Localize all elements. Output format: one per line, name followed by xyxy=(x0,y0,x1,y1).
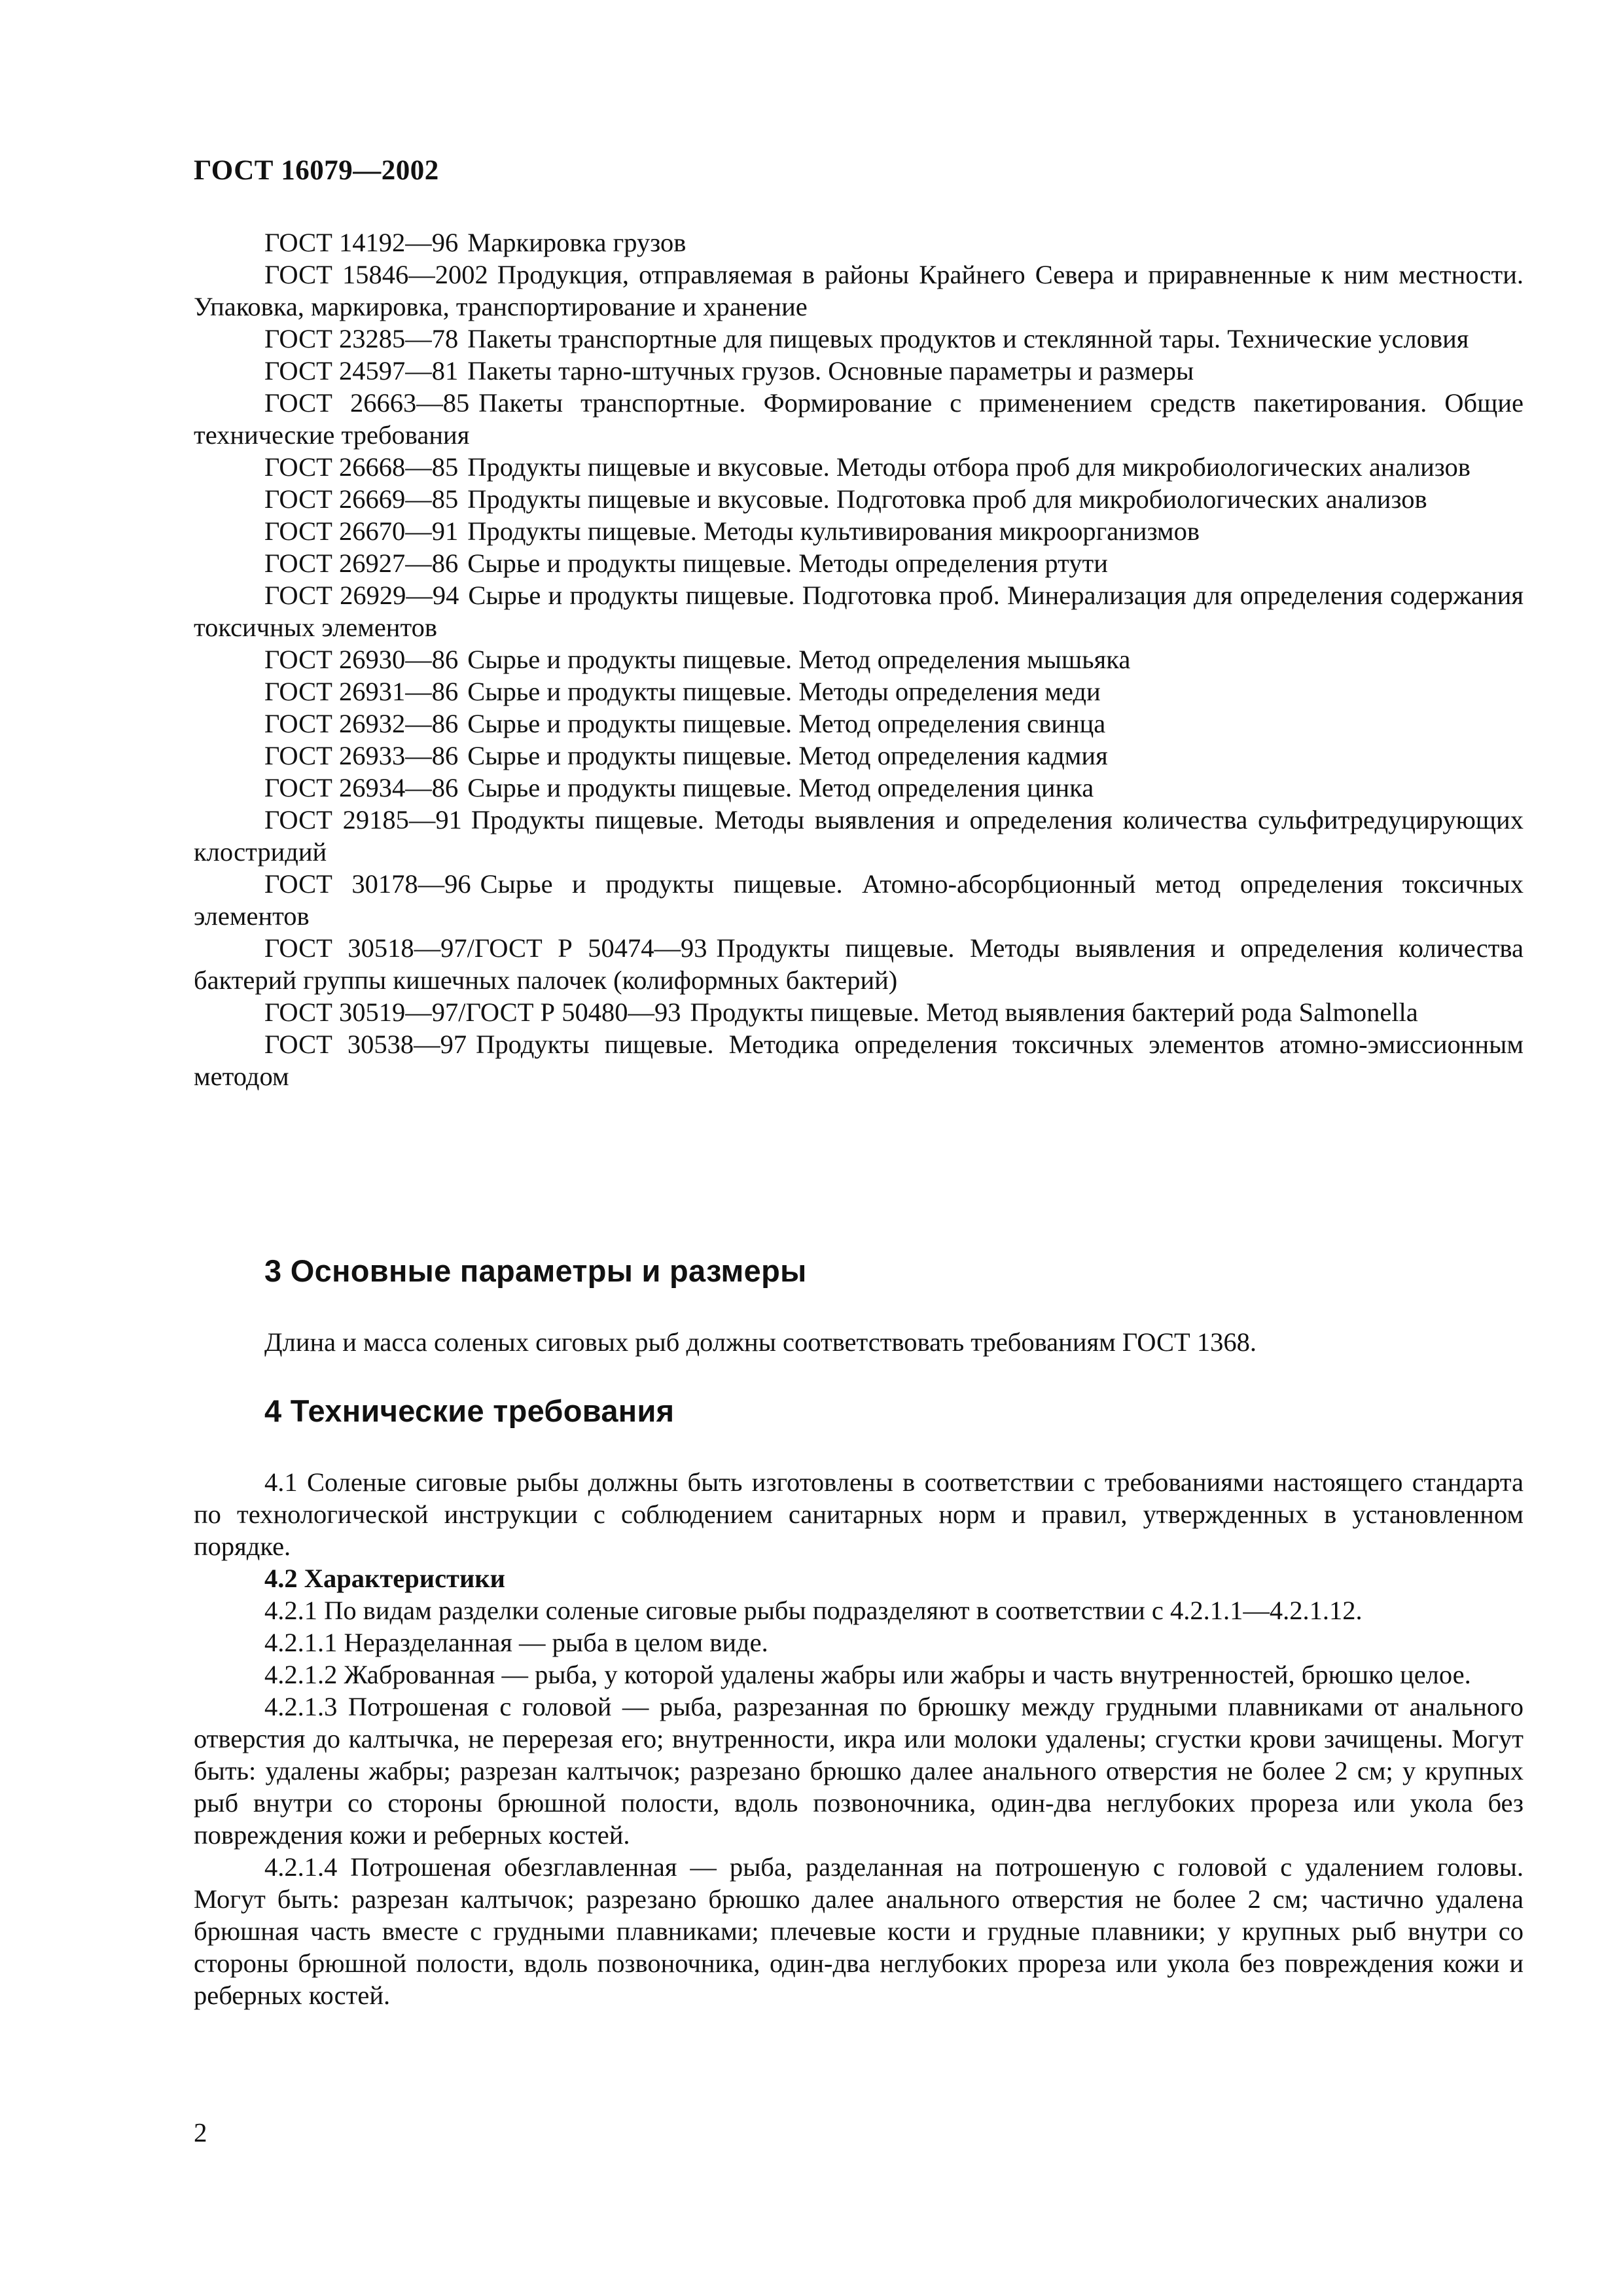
reference-code: ГОСТ 26927—86 xyxy=(264,548,459,578)
reference-title: Сырье и продукты пищевые. Метод определения кадмия xyxy=(467,741,1108,770)
clause-4-2-1-1: 4.2.1.1 Неразделанная — рыба в целом виде. xyxy=(264,1628,768,1657)
reference-title: Продукты пищевые. Метод выявления бактерий рода Salmonella xyxy=(690,997,1418,1027)
reference-title: Продукция, отправляемая в районы Крайнего Севера и приравненные к ним местности. Упаковка, маркировка, транспортирование и хранение xyxy=(194,260,1524,321)
reference-title: Продукты пищевые. Методы выявления и определения количества бактерий группы кишечных палочек (колиформных бактерий) xyxy=(194,933,1524,995)
reference-code: ГОСТ 30178—96 xyxy=(264,869,471,899)
reference-code: ГОСТ 26663—85 xyxy=(264,388,470,418)
reference-item xyxy=(194,643,1524,675)
reference-code: ГОСТ 14192—96 xyxy=(264,228,459,257)
reference-code: ГОСТ 30519—97/ГОСТ Р 50480—93 xyxy=(264,997,681,1027)
normative-references-list xyxy=(194,226,1524,1092)
page-header-standard: ГОСТ 16079—2002 xyxy=(194,155,439,186)
reference-item xyxy=(194,996,1524,1028)
reference-item xyxy=(194,547,1524,579)
clause-4-2-1-2: 4.2.1.2 Жаброванная — рыба, у которой удалены жабры или жабры и часть внутренностей, брюшко целое. xyxy=(264,1660,1471,1689)
reference-title: Сырье и продукты пищевые. Методы определения ртути xyxy=(467,548,1108,578)
reference-item xyxy=(194,451,1524,483)
reference-item xyxy=(194,387,1524,451)
reference-item xyxy=(194,740,1524,772)
reference-code: ГОСТ 23285—78 xyxy=(264,324,459,353)
reference-title: Сырье и продукты пищевые. Методы определения меди xyxy=(467,677,1101,706)
reference-item xyxy=(194,355,1524,387)
reference-item xyxy=(194,515,1524,547)
reference-code: ГОСТ 26929—94 xyxy=(264,581,459,610)
section-3-text: Длина и масса соленых сиговых рыб должны соответствовать требованиям ГОСТ 1368. xyxy=(264,1327,1257,1357)
section-3-body xyxy=(194,1326,1524,1358)
reference-code: ГОСТ 26934—86 xyxy=(264,773,459,802)
reference-code: ГОСТ 24597—81 xyxy=(264,356,459,386)
reference-code: ГОСТ 30518—97/ГОСТ Р 50474—93 xyxy=(264,933,707,963)
reference-item xyxy=(194,772,1524,804)
page-number: 2 xyxy=(194,2117,207,2147)
reference-title: Продукты пищевые и вкусовые. Методы отбора проб для микробиологических анализов xyxy=(467,452,1471,482)
clause-4-2-1-3: 4.2.1.3 Потрошеная с головой — рыба, разрезанная по брюшку между грудными плавниками от анального отверстия до калтычка, не перерезая его; внутренности, икра или молоки удалены; сгустки крови зачищены. Могут быть: удалены жабры; разрезан калтычок; разрезано брюшко далее анального отверстия не более 2 см; у крупных рыб внутри со стороны брюшной полости, вдоль позвоночника, один-два неглубоких прореза или укола без повреждения кожи и реберных костей. xyxy=(194,1692,1524,1850)
clause-4-2-1: 4.2.1 По видам разделки соленые сиговые рыбы подразделяют в соответствии с 4.2.1.1—4.2.1.12. xyxy=(264,1596,1363,1625)
reference-item xyxy=(194,708,1524,740)
reference-code: ГОСТ 26933—86 xyxy=(264,741,459,770)
reference-item xyxy=(194,932,1524,996)
reference-code: ГОСТ 26669—85 xyxy=(264,484,459,514)
reference-item xyxy=(194,323,1524,355)
reference-item xyxy=(194,868,1524,932)
reference-code: ГОСТ 26932—86 xyxy=(264,709,459,738)
reference-item xyxy=(194,675,1524,708)
reference-code: ГОСТ 26668—85 xyxy=(264,452,459,482)
reference-title: Пакеты тарно-штучных грузов. Основные параметры и размеры xyxy=(467,356,1194,386)
reference-title: Сырье и продукты пищевые. Метод определения цинка xyxy=(467,773,1094,802)
reference-title: Сырье и продукты пищевые. Метод определения мышьяка xyxy=(467,645,1131,674)
reference-code: ГОСТ 26930—86 xyxy=(264,645,459,674)
reference-code: ГОСТ 15846—2002 xyxy=(264,260,488,289)
section-3-title: 3 Основные параметры и размеры xyxy=(264,1253,807,1288)
clause-4-1: 4.1 Соленые сиговые рыбы должны быть изготовлены в соответствии с требованиями настоящего стандарта по технологической инструкции с соблюдением санитарных норм и правил, утвержденных в установленном порядке. xyxy=(194,1467,1524,1561)
clause-4-2-1-4: 4.2.1.4 Потрошеная обезглавленная — рыба, разделанная на потрошеную с головой с удалением головы. Могут быть: разрезан калтычок; разрезано брюшко далее анального отверстия не более 2 см; частично удалена брюшная часть вместе с грудными плавниками; плечевые кости и грудные плавники; у крупных рыб внутри со стороны брюшной полости, вдоль позвоночника, один-два неглубоких прореза или укола без повреждения кожи и реберных костей. xyxy=(194,1852,1524,2010)
section-4-body xyxy=(194,1466,1524,2011)
reference-title: Пакеты транспортные для пищевых продуктов и стеклянной тары. Технические условия xyxy=(467,324,1469,353)
reference-title: Продукты пищевые. Методы культивирования микроорганизмов xyxy=(467,516,1200,546)
reference-title: Маркировка грузов xyxy=(467,228,687,257)
reference-item xyxy=(194,259,1524,323)
reference-item xyxy=(194,226,1524,259)
reference-code: ГОСТ 30538—97 xyxy=(264,1030,467,1059)
section-4-title: 4 Технические требования xyxy=(264,1393,675,1428)
reference-title: Сырье и продукты пищевые. Атомно-абсорбционный метод определения токсичных элементов xyxy=(194,869,1524,931)
reference-title: Сырье и продукты пищевые. Подготовка проб. Минерализация для определения содержания токсичных элементов xyxy=(194,581,1524,642)
reference-title: Продукты пищевые и вкусовые. Подготовка проб для микробиологических анализов xyxy=(467,484,1427,514)
reference-item xyxy=(194,1028,1524,1092)
reference-item xyxy=(194,483,1524,515)
reference-code: ГОСТ 29185—91 xyxy=(264,805,462,834)
reference-item xyxy=(194,579,1524,643)
clause-4-2-heading: 4.2 Характеристики xyxy=(264,1564,505,1593)
reference-item xyxy=(194,804,1524,868)
reference-code: ГОСТ 26670—91 xyxy=(264,516,459,546)
reference-code: ГОСТ 26931—86 xyxy=(264,677,459,706)
reference-title: Продукты пищевые. Методика определения токсичных элементов атомно-эмиссионным методом xyxy=(194,1030,1524,1091)
reference-title: Сырье и продукты пищевые. Метод определения свинца xyxy=(467,709,1106,738)
reference-title: Пакеты транспортные. Формирование с применением средств пакетирования. Общие технические требования xyxy=(194,388,1524,450)
reference-title: Продукты пищевые. Методы выявления и определения количества сульфитредуцирующих клостридий xyxy=(194,805,1524,867)
